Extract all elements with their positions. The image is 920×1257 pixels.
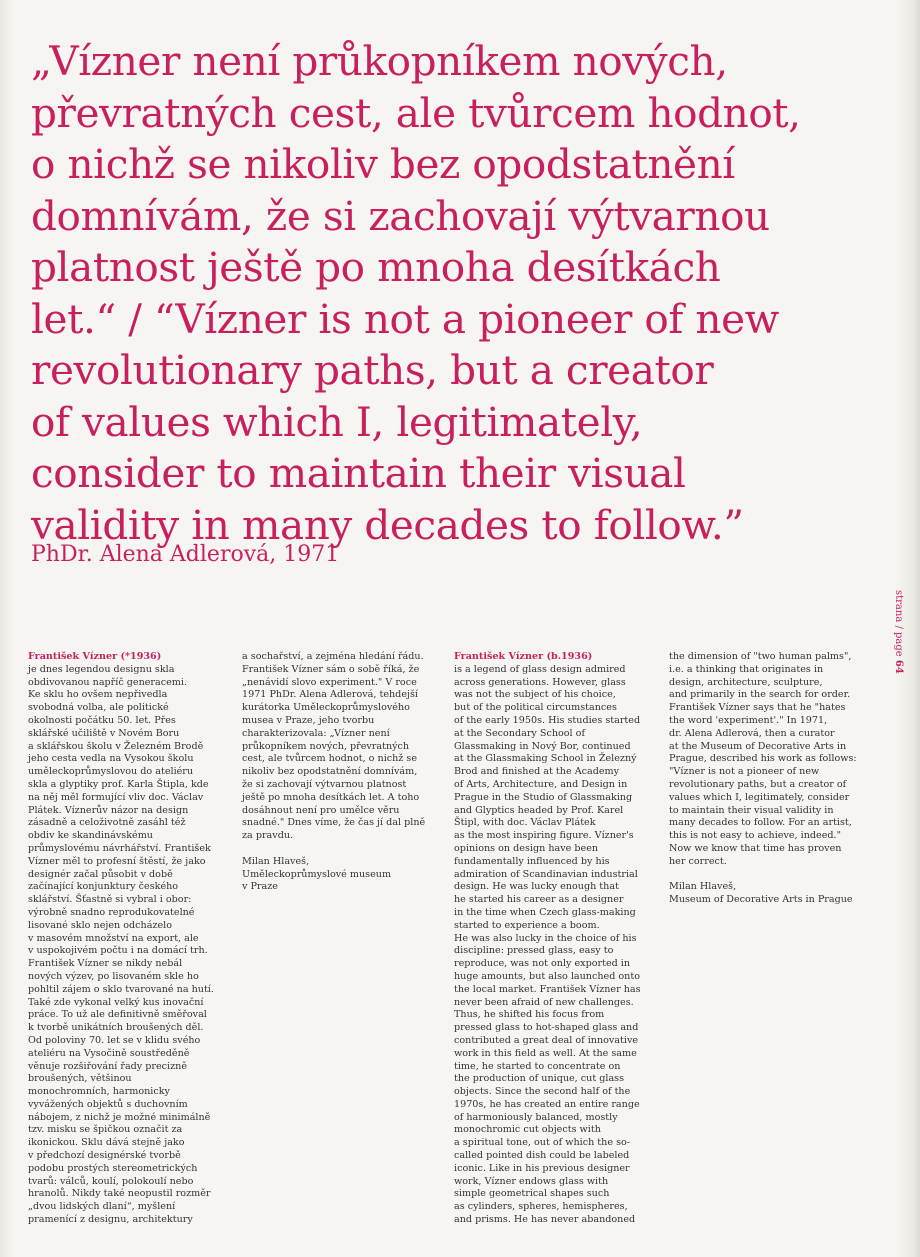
czech-body-line: Také zde vykonal velký kus inovační (28, 996, 204, 1008)
czech-body-line: a sochařství, a zejména hledání řádu. (242, 651, 424, 662)
czech-column-1 (28, 651, 233, 1227)
czech-body-line: 1971 PhDr. Alena Adlerová, tehdejší (242, 689, 418, 701)
english-body-line: simple geometrical shapes such (454, 1188, 610, 1200)
czech-body-line: k tvorbě unikátních broušených děl. (28, 1022, 204, 1034)
czech-body-line: vyvážených objektů s duchovním (28, 1098, 188, 1110)
pull-quote-line: převratných cest, ale tvůrcem hodnot, (31, 88, 801, 137)
english-heading: František Vízner (b.1936) (454, 651, 593, 662)
pull-quote-line: validity in many decades to follow.” (31, 500, 744, 549)
page-number: 64 (893, 659, 904, 674)
czech-body-line: lisované sklo nejen odcházelo (28, 919, 173, 931)
pull-quote-line: let.“ / “Vízner is not a pioneer of new (31, 294, 779, 343)
english-body-line: the word 'experiment'." In 1971, (669, 714, 828, 726)
czech-body-line: „nenávidí slovo experiment." V roce (242, 676, 417, 688)
czech-signature-line: Uměleckoprůmyslové museum (242, 868, 392, 880)
english-body-line: time, he started to concentrate on (454, 1060, 621, 1072)
english-body-part1 (454, 664, 659, 1227)
english-body-line: at the Secondary School of (454, 727, 586, 739)
english-body-line: a spiritual tone, out of which the so- (454, 1137, 631, 1149)
czech-body-line: průkopníkem nových, převratných (242, 740, 410, 752)
english-signature-line: Museum of Decorative Arts in Prague (669, 894, 853, 906)
english-body-line: Glassmaking in Nový Bor, continued (454, 740, 631, 752)
czech-body-line: podobu prostých stereometrických (28, 1162, 198, 1174)
czech-body-line: obdivovanou napříč generacemi. (28, 676, 188, 688)
czech-body-line: že si zachovají výtvarnou platnost (242, 778, 407, 790)
czech-body-line: uměleckoprůmyslovou do ateliéru (28, 766, 194, 778)
english-body-line: and primarily in the search for order. (669, 689, 851, 701)
czech-body-line: hranolů. Nikdy také neopustil rozměr (28, 1188, 211, 1200)
english-body-line: Prague in the Studio of Glassmaking (454, 791, 633, 803)
czech-body-line: ještě po mnoha desítkách let. A toho (242, 791, 420, 803)
czech-body-line: sklářství. Šťastně si vybral i obor: (28, 894, 192, 906)
czech-body-line: nábojem, z nichž je možné minimálně (28, 1111, 211, 1123)
english-body-line: started to experience a boom. (454, 919, 600, 931)
czech-body-line: broušených, většinou (28, 1073, 132, 1085)
czech-body-line: Ke sklu ho ovšem nepřivedla (28, 689, 168, 701)
czech-body-part2 (242, 651, 447, 843)
english-body-line: Štipl, with doc. Václav Plátek (454, 817, 596, 829)
pull-quote-line: „Vízner není průkopníkem nových, (31, 37, 728, 85)
czech-body-line: v uspokojivém počtu i na domácí trh. (28, 945, 208, 957)
czech-body-line: a sklářskou školu v Železném Brodě (28, 740, 204, 752)
czech-body-line: musea v Praze, jeho tvorbu (242, 714, 375, 726)
czech-body-line: dosáhnout není pro umělce věru (242, 804, 400, 816)
english-body-line: work, Vízner endows glass with (454, 1175, 609, 1187)
pull-quote-line: platnost ještě po mnoha desítkách (31, 243, 721, 291)
czech-body-line: tvarů: válců, koulí, polokoulí nebo (28, 1175, 194, 1187)
czech-body-line: Plátek. Víznerův názor na design (28, 804, 189, 816)
english-body-line: as cylinders, spheres, hemispheres, (454, 1201, 628, 1213)
czech-body-line: cest, ale tvůrcem hodnot, o nichž se (242, 753, 418, 765)
english-body-line: and prisms. He has never abandoned (454, 1214, 636, 1226)
pull-quote-line: consider to maintain their visual (31, 449, 686, 497)
english-body-line: at the Museum of Decorative Arts in (669, 740, 847, 752)
english-body-line: at the Glassmaking School in Železný (454, 753, 637, 765)
czech-body-line: sklářské učiliště v Novém Boru (28, 727, 180, 739)
czech-body-line: charakterizovala: „Vízner není (242, 727, 390, 739)
english-body-line: contributed a great deal of innovative (454, 1034, 639, 1046)
english-body-line: was not the subject of his choice, (454, 689, 616, 701)
pull-quote-line: domnívám, že si zachovají výtvarnou (31, 191, 770, 240)
english-body-line: Thus, he shifted his focus from (454, 1009, 605, 1021)
czech-signature (242, 856, 447, 894)
english-body-line: i.e. a thinking that originates in (669, 663, 824, 675)
czech-body-line: „dvou lidských dlaní“, myšlení (28, 1201, 176, 1213)
czech-body-line: v masovém množství na export, ale (28, 932, 199, 944)
english-body-line: as the most inspiring figure. Vízner's (454, 830, 634, 842)
english-body-line: "Vízner is not a pioneer of new (669, 766, 820, 778)
czech-body-line: zásadně a celoživotně zasáhl též (28, 817, 186, 829)
czech-body-part1 (28, 664, 233, 1227)
english-body-line: reproduce, was not only exported in (454, 958, 631, 970)
english-body-line: dr. Alena Adlerová, then a curator (669, 727, 835, 739)
english-body-line: her correct. (669, 855, 727, 867)
czech-heading: František Vízner (*1936) (28, 651, 162, 662)
czech-body-line: je dnes legendou designu skla (28, 663, 175, 675)
czech-body-line: designér začal působit v době (28, 868, 173, 880)
english-body-line: and Glyptics headed by Prof. Karel (454, 804, 624, 816)
czech-body-line: výrobně snadno reprodukovatelné (28, 906, 195, 918)
english-body-line: Now we know that time has proven (669, 842, 842, 854)
czech-body-line: začínající konjunktury českého (28, 881, 179, 893)
english-body-line: fundamentally influenced by his (454, 855, 610, 867)
english-body-line: objects. Since the second half of the (454, 1086, 631, 1098)
english-body-line: this is not easy to achieve, indeed." (669, 830, 842, 842)
czech-body-line: na něj měl formující vliv doc. Václav (28, 791, 204, 803)
english-body-line: design, architecture, sculpture, (669, 676, 823, 688)
czech-body-line: nikoliv bez opodstatnění domnívám, (242, 766, 418, 778)
czech-signature-line: v Praze (242, 881, 278, 893)
english-signature-line: Milan Hlaveš, (669, 881, 737, 893)
english-body-line: many decades to follow. For an artist, (669, 817, 852, 829)
english-body-line: in the time when Czech glass-making (454, 906, 636, 918)
english-body-line: values which I, legitimately, consider (669, 791, 850, 803)
pull-quote-line: of values which I, legitimately, (31, 397, 643, 446)
pull-quote-line: o nichž se nikoliv bez opodstatnění (31, 140, 735, 188)
english-body-line: admiration of Scandinavian industrial (454, 868, 638, 880)
english-body-line: 1970s, he has created an entire range (454, 1098, 640, 1110)
english-body-line: of the early 1950s. His studies started (454, 714, 641, 726)
english-body-line: called pointed dish could be labeled (454, 1150, 630, 1162)
english-body-line: to maintain their visual validity in (669, 804, 834, 816)
english-body-line: design. He was lucky enough that (454, 881, 619, 893)
czech-body-line: ateliéru na Vysočině soustředěně (28, 1047, 190, 1059)
english-body-line: pressed glass to hot-shaped glass and (454, 1022, 639, 1034)
english-body-line: but of the political circumstances (454, 702, 617, 714)
czech-body-line: průmyslovému návrhářství. František (28, 842, 211, 854)
english-body-line: he started his career as a designer (454, 894, 624, 906)
page-number-label (893, 590, 904, 674)
english-body-line: iconic. Like in his previous designer (454, 1162, 630, 1174)
english-body-line: Brod and finished at the Academy (454, 766, 620, 778)
english-body-line: across generations. However, glass (454, 676, 626, 688)
czech-body-line: pohltil zájem o sklo tvarované na hutí. (28, 983, 214, 995)
english-body-line: revolutionary paths, but a creator of (669, 778, 847, 790)
czech-body-line: skla a glyptiky prof. Karla Štipla, kde (28, 778, 209, 790)
czech-body-line: František Vízner sám o sobě říká, že (242, 663, 420, 675)
english-body-line: František Vízner says that he "hates (669, 702, 846, 714)
english-body-line: is a legend of glass design admired (454, 663, 626, 675)
english-body-line: opinions on design have been (454, 842, 599, 854)
czech-body-line: svobodná volba, ale politické (28, 702, 169, 714)
english-body-line: the local market. František Vízner has (454, 983, 641, 995)
english-body-line: He was also lucky in the choice of his (454, 932, 637, 944)
czech-body-line: tzv. misku se špičkou označit za (28, 1124, 183, 1136)
english-body-line: never been afraid of new challenges. (454, 996, 634, 1008)
czech-body-line: za pravdu. (242, 830, 294, 842)
czech-body-line: jeho cesta vedla na Vysokou školu (28, 753, 194, 765)
english-body-line: discipline: pressed glass, easy to (454, 945, 614, 957)
czech-body-line: kurátorka Uměleckoprůmyslového (242, 702, 410, 714)
czech-body-line: obdiv ke skandinávskému (28, 830, 153, 842)
english-body-line: Prague, described his work as follows: (669, 753, 857, 765)
pull-quote-line: revolutionary paths, but a creator (31, 346, 714, 394)
english-body-line: huge amounts, but also launched onto (454, 970, 640, 982)
quote-attribution: PhDr. Alena Adlerová, 1971 (31, 542, 340, 567)
english-body-line: work in this field as well. At the same (454, 1047, 637, 1059)
english-body-line: the dimension of "two human palms", (669, 651, 852, 662)
english-column-2 (669, 651, 874, 907)
czech-body-line: ikonickou. Sklu dává stejně jako (28, 1137, 185, 1149)
english-body-line: the production of unique, cut glass (454, 1073, 625, 1085)
czech-body-line: Od poloviny 70. let se v klidu svého (28, 1034, 201, 1046)
page-label-text: strana / page (893, 590, 904, 657)
czech-body-line: František Vízner se nikdy nebál (28, 958, 183, 970)
czech-body-line: snadné." Dnes víme, že čas jí dal plně (242, 817, 426, 829)
english-column-1 (454, 651, 659, 1227)
english-signature (669, 881, 874, 907)
english-body-line: of Arts, Architecture, and Design in (454, 778, 628, 790)
czech-body-line: Vízner měl to profesní štěstí, že jako (28, 855, 206, 867)
english-body-line: of harmoniously balanced, mostly (454, 1111, 618, 1123)
czech-body-line: okolnosti počátku 50. let. Přes (28, 714, 176, 726)
czech-signature-line: Milan Hlaveš, (242, 855, 310, 867)
czech-body-line: v předchozí designérské tvorbě (28, 1150, 181, 1162)
english-body-line: monochromic cut objects with (454, 1124, 601, 1136)
pull-quote (31, 36, 851, 551)
czech-column-2 (242, 651, 447, 894)
czech-body-line: věnuje rozšiřování řady precizně (28, 1060, 188, 1072)
czech-body-line: monochromních, harmonicky (28, 1086, 170, 1098)
czech-body-line: nových výzev, po lisovaném skle ho (28, 970, 199, 982)
english-body-part2 (669, 651, 874, 869)
czech-body-line: práce. To už ale definitivně směřoval (28, 1009, 207, 1021)
czech-body-line: pramenící z designu, architektury (28, 1214, 193, 1226)
